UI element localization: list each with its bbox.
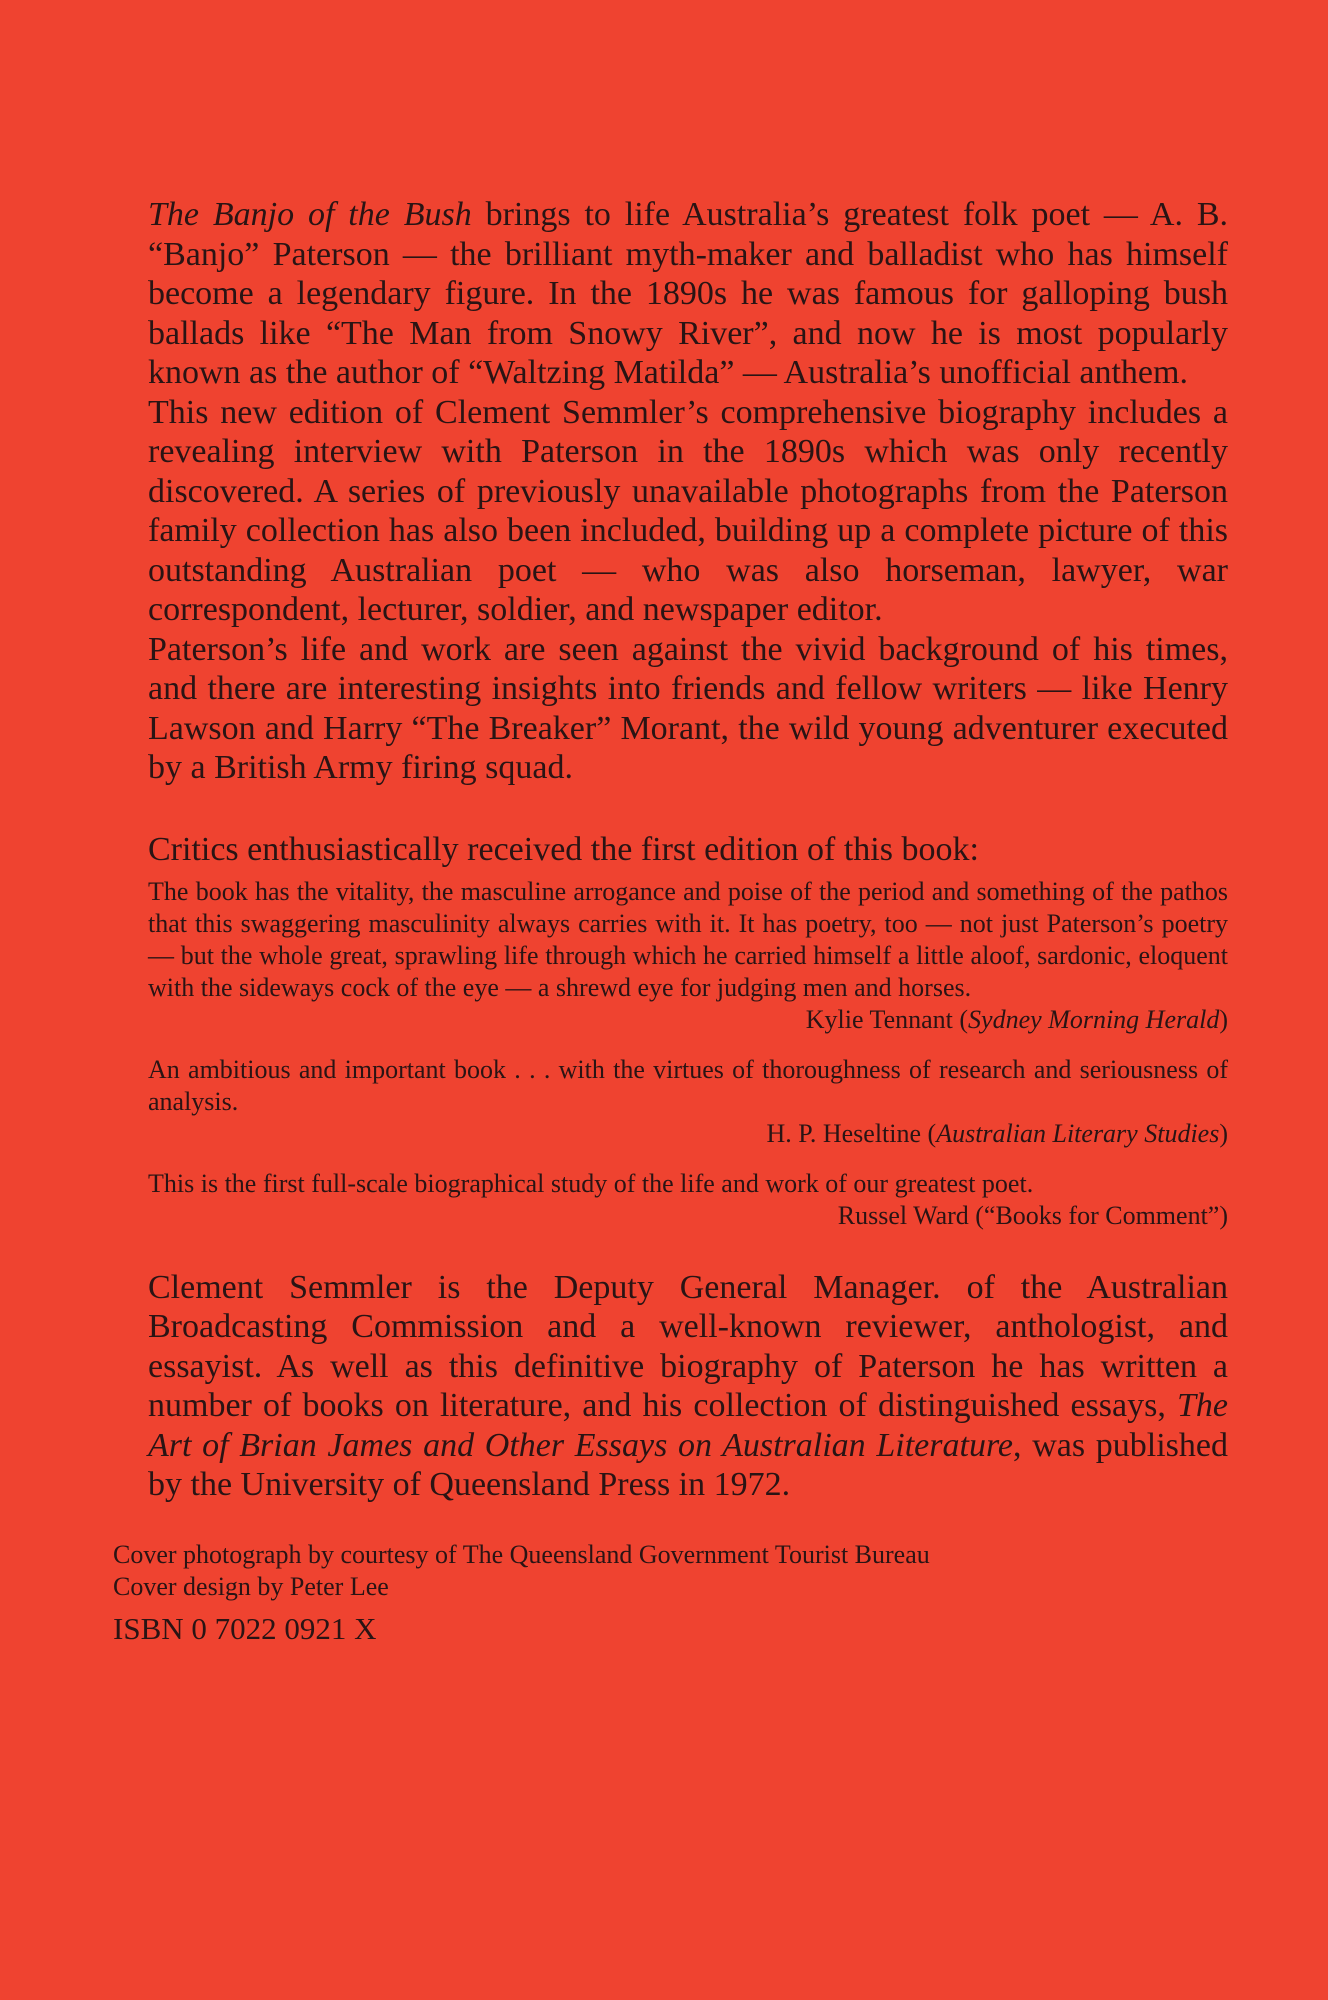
blurb-paragraph-1 — [148, 195, 1228, 393]
blurb — [148, 195, 1228, 788]
author-bio — [148, 1268, 1228, 1505]
closing-paren: ) — [1219, 1118, 1228, 1148]
critics-section — [148, 830, 1228, 1232]
reviewer-name: Kylie Tennant ( — [805, 1004, 969, 1034]
review-source-1 — [148, 1004, 1228, 1036]
blurb-paragraph-2: This new edition of Clement Semmler’s comprehensive biography includes a revealing interview with Paterson in the 1890s which was only recently discovered. A series of previously unavailable photographs from the Paterson family collection has also been included, building up a complete picture of this outstanding Australian poet — who was also horseman, lawyer, war correspondent, lecturer, soldier, and newspaper editor. — [148, 393, 1228, 628]
cover-photo-credit: Cover photograph by courtesy of The Queensland Government Tourist Bureau — [113, 1539, 930, 1569]
cover-design-credit: Cover design by Peter Lee — [113, 1571, 389, 1601]
publication-name: Australian Literary Studies — [936, 1118, 1220, 1148]
book-title: The Banjo of the Bush — [148, 196, 472, 233]
author-bio-text: Clement Semmler is the Deputy General Manager. of the Australian Broadcasting Commission and a well-known reviewer, anthologist, and essayist. As well as this definitive biography of Paterson he has written a number of books on literature, and his collection of distinguished essays, — [148, 1268, 1228, 1424]
isbn: ISBN 0 7022 0921 X — [113, 1610, 377, 1646]
reviewer-name: H. P. Heseltine ( — [766, 1118, 937, 1148]
blurb-paragraph-3: Paterson’s life and work are seen against the vivid background of his times, and there are interesting insights into friends and fellow writers — like Henry Lawson and Harry “The Breaker” Morant, the wild young adventurer executed by a British Army firing squad. — [148, 630, 1228, 786]
closing-paren: ) — [1219, 1004, 1228, 1034]
blurb-paragraph-1-text: brings to life Australia’s greatest folk poet — A. B. “Banjo” Paterson — the brilliant myth-maker and balladist who has himself become a legendary figure. In the 1890s he was famous for galloping bush ballads like “The Man from Snowy River”, and now he is most popularly known as the author of “Waltzing Matilda” — Australia’s unofficial anthem. — [148, 196, 1229, 391]
publication-name: Sydney Morning Herald — [968, 1004, 1220, 1034]
credits — [113, 1539, 1228, 1649]
essays-title: The Art of Brian James and Other Essays on Australian Literature — [148, 1387, 1228, 1464]
review-source-3: Russel Ward (“Books for Comment”) — [837, 1200, 1228, 1230]
critics-intro: Critics enthusiastically received the first edition of this book: — [148, 830, 979, 868]
review-quote-3: This is the first full-scale biographical study of the life and work of our greatest poet. — [148, 1168, 1034, 1198]
review-source-2 — [148, 1118, 1228, 1150]
review-quote-1: The book has the vitality, the masculine arrogance and poise of the period and something of the pathos that this swaggering masculinity always carries with it. It has poetry, too — not just Paterson’s poetry — but the whole great, sprawling life through which he carried himself a little aloof, sardonic, eloquent with the sideways cock of the eye — a shrewd eye for judging men and horses. — [148, 876, 1228, 1002]
author-bio-text-end: , was published by the University of Queensland Press in 1972. — [148, 1426, 1228, 1503]
review-quote-2: An ambitious and important book . . . with the virtues of thoroughness of research and seriousness of analysis. — [148, 1054, 1228, 1116]
